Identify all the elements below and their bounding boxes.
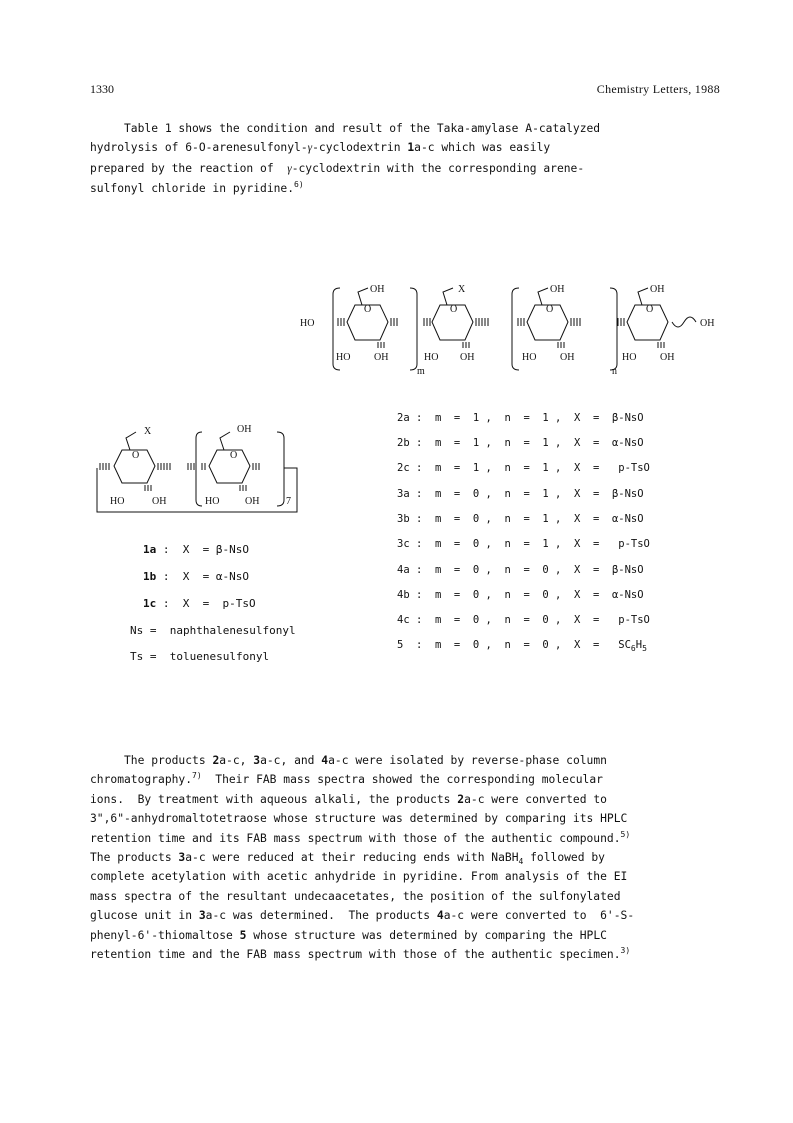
compound-row: 2c : m = 1 , n = 1 , X = p-TsO <box>397 462 650 474</box>
reference-6: 6) <box>294 180 304 190</box>
m-subscript: m <box>417 366 425 377</box>
text-line: The products 3a-c were reduced at their reducing ends with NaBH$_4$ followed by <box>90 851 605 867</box>
ho-label: HO <box>622 352 637 363</box>
oh-label: OH <box>374 352 389 363</box>
oh-label: OH <box>152 496 167 507</box>
compound-row: 4a : m = 0 , n = 0 , X = β-NsO <box>397 564 644 576</box>
legend-row-1c: 1c : X = p-TsO <box>143 597 256 610</box>
compound-row: 4c : m = 0 , n = 0 , X = p-TsO <box>397 614 650 626</box>
ring-oxygen-label: O <box>230 450 238 461</box>
oh-label: OH <box>237 424 252 435</box>
oh-label: OH <box>460 352 475 363</box>
reference-7: 7) <box>192 771 202 781</box>
oh-label: OH <box>550 284 565 295</box>
legend-row-1b: 1b : X = α-NsO <box>143 570 249 583</box>
ho-label: HO <box>336 352 351 363</box>
compound-row: 2b : m = 1 , n = 1 , X = α-NsO <box>397 437 644 449</box>
reference-3: 3) <box>620 946 631 956</box>
compound-row: 3c : m = 0 , n = 1 , X = p-TsO <box>397 538 650 550</box>
results-paragraph <box>90 751 710 964</box>
text-line: prepared by the reaction of γ-cyclodextrin with the corresponding arene- <box>90 161 585 175</box>
ho-label: HO <box>522 352 537 363</box>
text-line: 3",6"-anhydromaltotetraose whose structure was determined by comparing its HPLC <box>90 812 628 826</box>
text-line: phenyl-6'-thiomaltose 5 whose structure was determined by comparing the HPLC <box>90 928 607 942</box>
x-substituent-label: X <box>458 284 466 295</box>
n-subscript: n <box>612 366 617 377</box>
legend-row-1a: 1a : X = β-NsO <box>143 543 249 556</box>
oh-label: OH <box>370 284 385 295</box>
text-line: mass spectra of the resultant undecaacetates, the position of the sulfonylated <box>90 889 621 903</box>
ho-label: HO <box>205 496 220 507</box>
ring-oxygen-label: O <box>364 304 372 315</box>
text-line: Table 1 shows the condition and result of the Taka-amylase A-catalyzed <box>90 122 601 135</box>
abbrev-ts: Ts = toluenesulfonyl <box>130 650 270 663</box>
compound-row: 5 : m = 0 , n = 0 , $X = SC_6H_5$ <box>397 639 647 653</box>
linear-oligosaccharide-structure <box>300 280 720 380</box>
cyclodextrin-structure <box>92 420 332 520</box>
text-line: ions. By treatment with aqueous alkali, the products 2a-c were converted to <box>90 792 607 806</box>
ho-label: HO <box>424 352 439 363</box>
oh-label: OH <box>245 496 260 507</box>
text-line: retention time and its FAB mass spectrum with those of the authentic compound.$^{5)}$ <box>90 829 631 845</box>
oh-label: OH <box>560 352 575 363</box>
text-line: retention time and the FAB mass spectrum with those of the authentic specimen.$^{3)}$ <box>90 946 631 962</box>
ho-label: HO <box>300 318 315 329</box>
compound-row: 3b : m = 0 , n = 1 , X = α-NsO <box>397 513 644 525</box>
ring-oxygen-label: O <box>646 304 654 315</box>
oh-label: OH <box>700 318 715 329</box>
abbrev-ns: Ns = naphthalenesulfonyl <box>130 624 296 637</box>
repeat-subscript-7: 7 <box>286 496 291 507</box>
compound-row: 4b : m = 0 , n = 0 , X = α-NsO <box>397 589 644 601</box>
oh-label: OH <box>650 284 665 295</box>
journal-citation: Chemistry Letters, 1988 <box>596 82 720 96</box>
page-number: 1330 <box>90 82 114 96</box>
x-substituent-label: X <box>144 426 152 437</box>
text-line: chromatography.$^{7)}$ Their FAB mass spectra showed the corresponding molecular <box>90 771 603 787</box>
ring-oxygen-label: O <box>450 304 458 315</box>
compound-row: 3a : m = 0 , n = 1 , X = β-NsO <box>397 488 644 500</box>
text-line: sulfonyl chloride in pyridine.$^{6)}$ <box>90 180 304 196</box>
ring-oxygen-label: O <box>132 450 140 461</box>
reference-5: 5) <box>620 829 631 839</box>
compound-row: 2a : m = 1 , n = 1 , X = β-NsO <box>397 412 644 424</box>
intro-paragraph <box>90 119 710 199</box>
oh-label: OH <box>660 352 675 363</box>
ring-oxygen-label: O <box>546 304 554 315</box>
text-line: The products 2a-c, 3a-c, and 4a-c were isolated by reverse-phase column <box>90 754 607 767</box>
text-line: complete acetylation with acetic anhydride in pyridine. From analysis of the EI <box>90 870 628 884</box>
text-line: hydrolysis of 6-O-arenesulfonyl-γ-cyclodextrin 1a-c which was easily <box>90 141 551 155</box>
ho-label: HO <box>110 496 125 507</box>
text-line: glucose unit in 3a-c was determined. The products 4a-c were converted to 6'-S- <box>90 909 635 923</box>
